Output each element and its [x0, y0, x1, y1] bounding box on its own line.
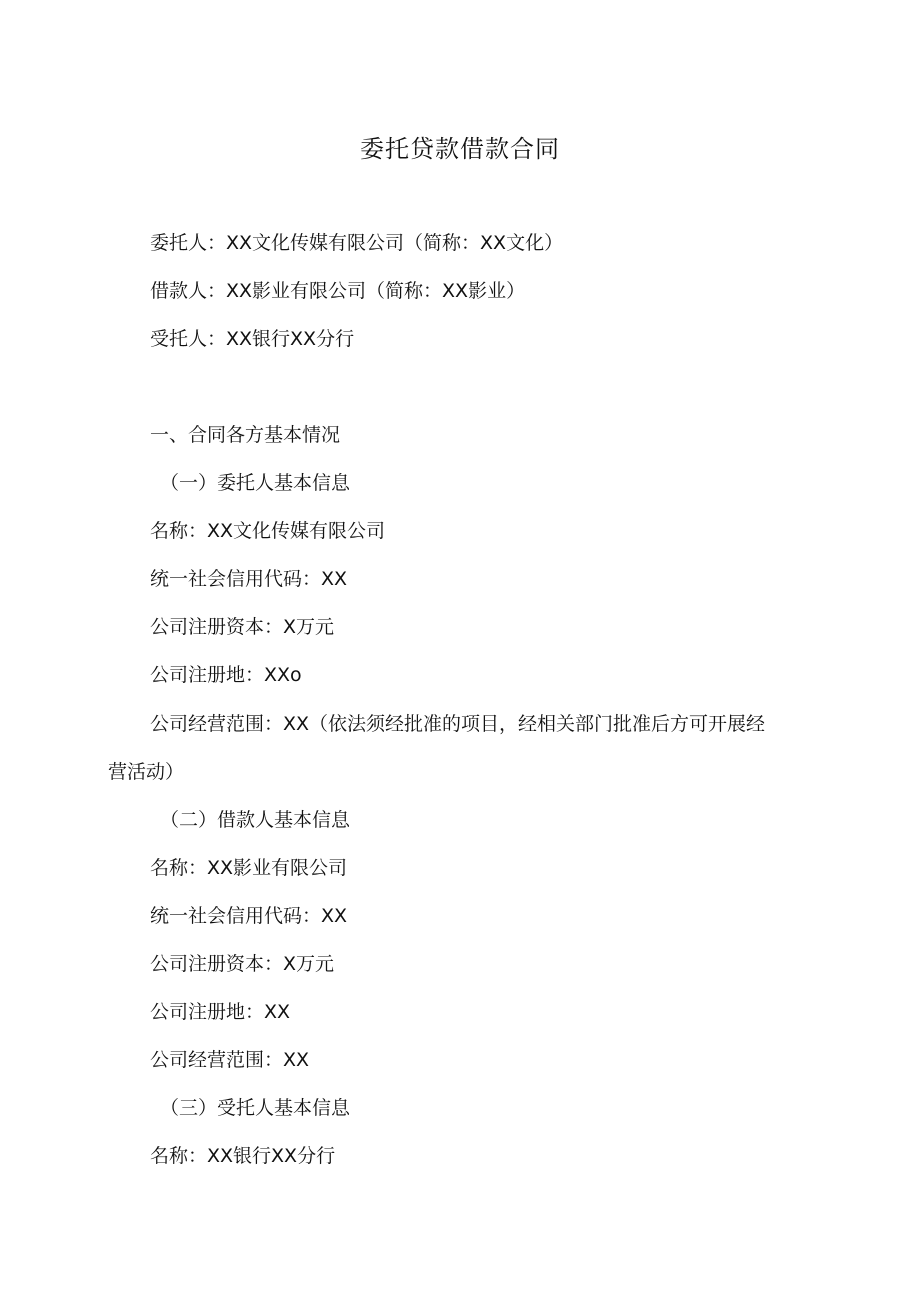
borrower-address: 公司注册地：XX — [150, 1001, 291, 1023]
entrustor-name: 名称：XX文化传媒有限公司 — [150, 520, 386, 542]
borrower-name: 名称：XX影业有限公司 — [150, 857, 348, 879]
entrustor-info-heading: （一）委托人基本信息 — [160, 472, 351, 494]
entrustor-capital: 公司注册资本：X万元 — [150, 616, 335, 638]
party-trustee: 受托人：XX银行XX分行 — [150, 328, 355, 350]
trustee-name: 名称：XX银行XX分行 — [150, 1145, 336, 1167]
party-borrower: 借款人：XX影业有限公司（简称：XX影业） — [150, 280, 526, 302]
borrower-capital: 公司注册资本：X万元 — [150, 953, 335, 975]
entrustor-scope-continued: 营活动） — [108, 761, 185, 783]
document-title: 委托贷款借款合同 — [360, 135, 560, 163]
borrower-credit-code: 统一社会信用代码：XX — [150, 905, 348, 927]
entrustor-credit-code: 统一社会信用代码：XX — [150, 568, 348, 590]
section-heading: 一、合同各方基本情况 — [150, 424, 341, 446]
entrustor-address: 公司注册地：XXo — [150, 664, 302, 686]
party-entrustor: 委托人：XX文化传媒有限公司（简称：XX文化） — [150, 232, 564, 254]
entrustor-scope: 公司经营范围：XX（依法须经批准的项目，经相关部门批准后方可开展经 — [150, 713, 766, 735]
borrower-info-heading: （二）借款人基本信息 — [160, 809, 351, 831]
borrower-scope: 公司经营范围：XX — [150, 1049, 310, 1071]
trustee-info-heading: （三）受托人基本信息 — [160, 1097, 351, 1119]
